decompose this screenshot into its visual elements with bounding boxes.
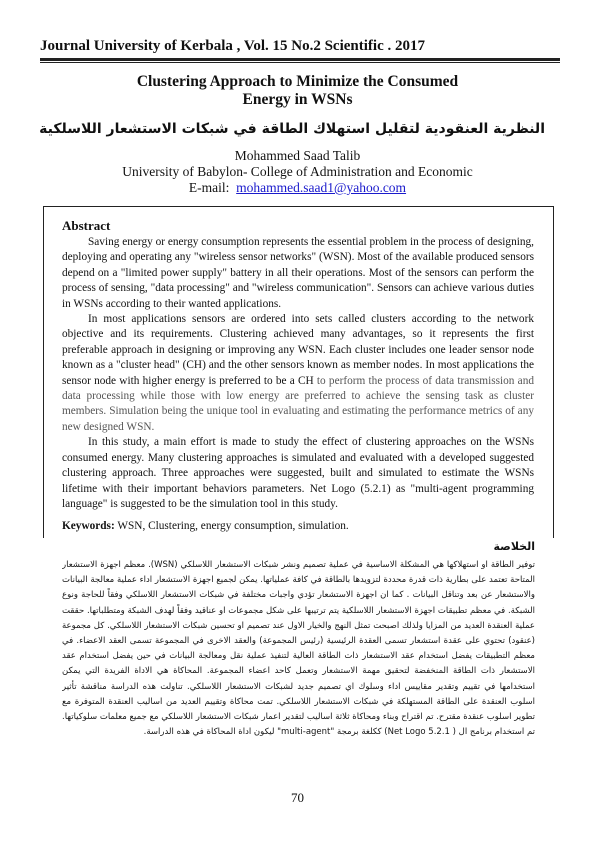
- header-rule-thick: [40, 58, 560, 61]
- arabic-abstract-body: توفير الطاقة او استهلاكها هي المشكلة الاساسية في عملية تصميم ونشر شبكات الاستشعار اللاسلكي (WSN). معظم اجهزة الاستشعار المتاحة تعتمد على بطارية ذات قدرة محددة لتزويدها بالطاقة في كافة عملياتها. يمكن لجميع اجهزة الاستشعار اداء عملية معالجة البيانات والاستشعار عن بعد وتناقل البيانات . كما ان اجهزة الاستشعار تؤدي واجبات مختلفة في شبكات الاستشعار اللاسلكي وفقاً للحاجة ونوع الشبكة. في معظم تطبيقات اجهزة الاستشعار اللاسلكية يتم ترتيبها على شكل مجموعات او عناقيد وفقاً لهدف الشبكة ومتطلباتها. حققت عملية العنقدة العديد من المزايا ولذلك اصبحت تمثل النهج والخيار الاول عند تصميم او تحسين شبكات الاستشعار اللاسلكي. كل مجموعة (عنقود) تحتوي على عقدة استشعار تسمى العقدة الرئيسية (رئيس المجموعة) والعقد الاخرى في المجموعة تسمى العقد الاعضاء. في معظم التطبيقات يفضل استخدام عقد الاستشعار ذات الطاقة العالية لتنفيذ عملية نقل ومعالجة البيانات في حين يفضل استخدام عقد الاستشعار ذات الطاقة المنخفضة لتحقيق مهمة الاستشعار وتعمل كاحد اعضاء المجموعة. المحاكاة هي الاداة الفريدة التي يمكن استخدامها في تقييم وتقدير مقاييس اداء وسلوك اي تصميم جديد لشبكات الاستشعار اللاسلكي. تناولت هذه الدراسة مناقشة تأثير اسلوب العنقدة على الطاقة المستهلكة في شبكات الاستشعار اللاسلكي. تمت محاكاة وتقييم العديد من اساليب العنقدة المتوفرة مع تطوير اسلوب عنقدة مقترح. تم اقتراح وبناء ومحاكاة ثلاثة اساليب لتقدير اعمار شبكات الاستشعار اللاسلكي مع جميع معلمات سلوكياتها. تم استخدام برنامج ال ( Net Logo 5.2.1) ككلغة برمجة "multi-agent" ليكون اداة المحاكاة في هذه الدراسة.: [62, 560, 535, 738]
- arabic-abstract-heading: الخلاصة: [493, 540, 535, 553]
- title-line-2: Energy in WSNs: [242, 91, 353, 108]
- abstract-paragraph-2b: to perform the process of data transmission and data processing while those with low energy are preferred to achieve the sensing task as cluster members. Simulation being the unique tool in evaluating and estimating the performance metrics of any new designed WSN.: [62, 374, 534, 433]
- author-name: Mohammed Saad Talib: [234, 148, 361, 163]
- abstract-paragraph-2: [62, 312, 534, 435]
- keywords-label: Keywords:: [62, 520, 115, 532]
- abstract-paragraph-1: Saving energy or energy consumption represents the essential problem in the process of designing, deploying and operating any "wireless sensor networks" (WSN). Most of the available produced sensors depend on a "limited power supply" battery in all their operations. Most of the sensors can perform the process of sensing, "data processing" and "wireless communication". Sensors can achieve various duties in WSNs according to their wanted applications.: [62, 236, 534, 310]
- page-number: 70: [291, 790, 304, 805]
- email-link[interactable]: mohammed.saad1@yahoo.com: [236, 180, 407, 195]
- email-label: E-mail:: [188, 180, 230, 195]
- author-affiliation: University of Babylon- College of Administration and Economic: [122, 164, 473, 179]
- journal-header: Journal University of Kerbala , Vol. 15 No.2 Scientific . 2017: [40, 38, 425, 54]
- paper-title-en: [60, 73, 535, 109]
- header-rule-thin: [40, 62, 560, 63]
- author-email-line: [60, 180, 535, 196]
- author-block: [60, 148, 535, 196]
- abstract-paragraph-2a: In most applications sensors are ordered into sets called clusters according to the network objective and its requirements. Clustering achieved many advantages, so it represents the first preferable approach in designing or improving any WSN. Each cluster includes one leader sensor node known as a "cluster head" (CH) and the other sensors known as member nodes. In most applications the sensor node with higher energy is preferred to be a CH: [62, 313, 534, 387]
- title-line-1: Clustering Approach to Minimize the Consumed: [136, 73, 459, 90]
- abstract-heading: Abstract: [62, 218, 111, 233]
- keywords-line: [62, 519, 534, 534]
- abstract-paragraph-3: In this study, a main effort is made to study the effect of clustering approaches on the WSNs consumed energy. Many clustering approaches is simulated and evaluated with a developed suggested clustering approach. Three approaches were suggested, built and simulated to estimate the WSNs lifetime with their important behaviors parameters. Net Logo (5.2.1) as "multi-agent programming language" is suggested to be the simulation tool in this study.: [62, 436, 534, 510]
- abstract-body: [62, 235, 534, 512]
- keywords-text: WSN, Clustering, energy consumption, simulation.: [114, 520, 349, 532]
- paper-title-ar: النظرية العنقودية لتقليل استهلاك الطاقة في شبكات الاستشعار اللاسلكية: [39, 121, 545, 137]
